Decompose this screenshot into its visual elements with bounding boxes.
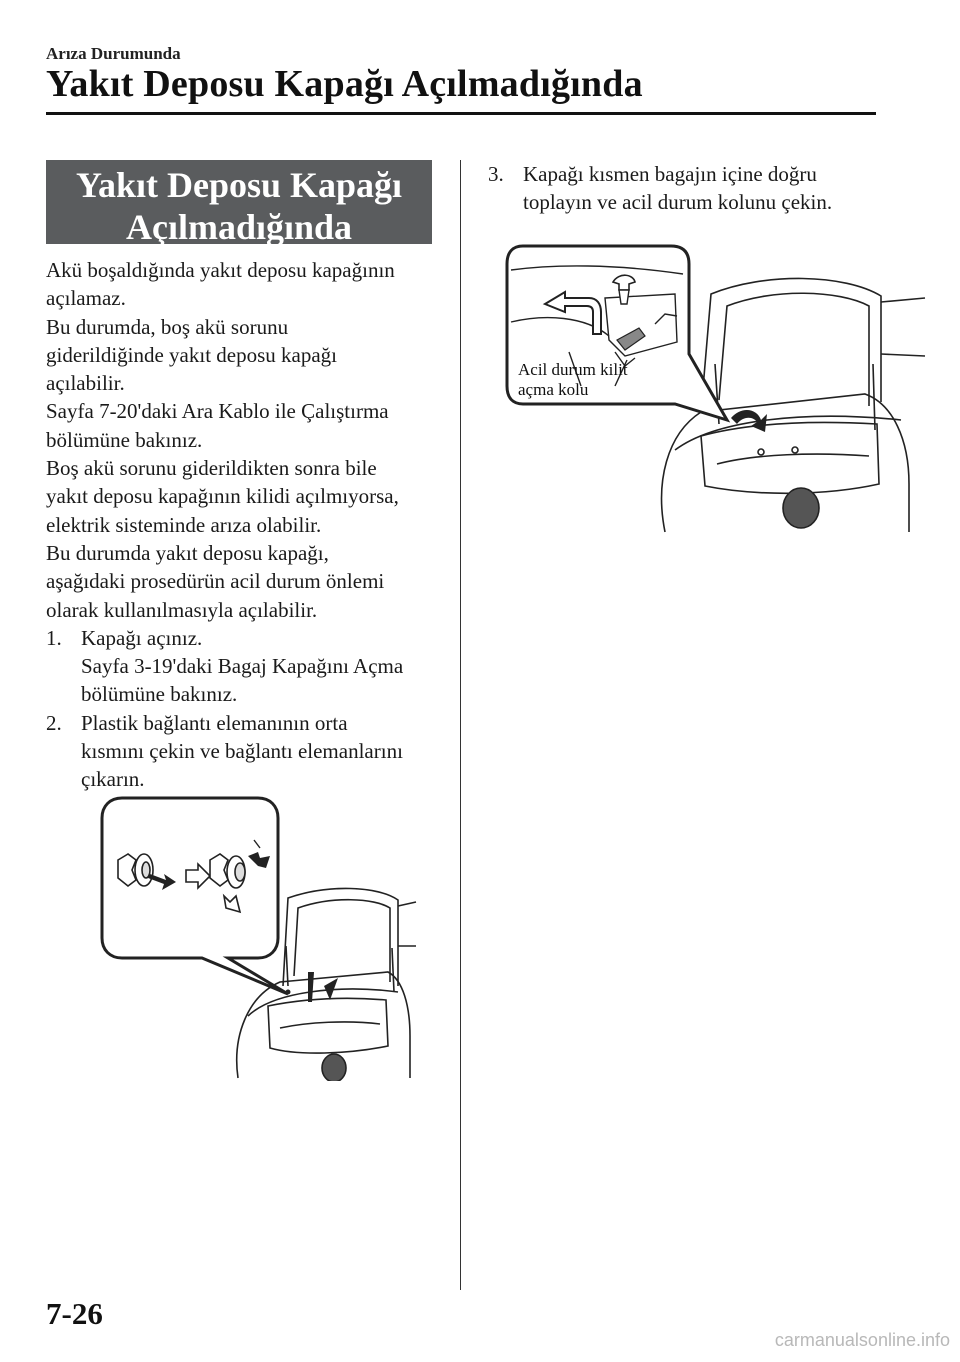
- step-number: 1.: [46, 625, 62, 650]
- body-line: olarak kullanılmasıyla açılabilir.: [46, 597, 318, 622]
- column-divider: [460, 160, 461, 1290]
- body-line: yakıt deposu kapağının kilidi açılmıyorsa,: [46, 484, 399, 509]
- left-column-text: [46, 256, 446, 794]
- body-line: Akü boşaldığında yakıt deposu kapağının: [46, 258, 395, 282]
- trunk-fastener-illustration: [98, 796, 418, 1081]
- step-line: Kapağı kısmen bagajın içine doğru: [523, 162, 817, 186]
- step-number: 3.: [488, 162, 504, 186]
- body-line: giderildiğinde yakıt deposu kapağı: [46, 342, 338, 367]
- step-line: Plastik bağlantı elemanının orta: [81, 710, 348, 735]
- page-number: 7-26: [46, 1296, 103, 1331]
- step-number: 2.: [46, 710, 62, 735]
- header-section-label: Arıza Durumunda: [46, 44, 181, 63]
- step-line: bölümüne bakınız.: [81, 682, 238, 707]
- step-line: kısmını çekin ve bağlantı elemanlarını: [81, 739, 403, 764]
- page-title: Yakıt Deposu Kapağı Açılmadığında: [46, 63, 643, 105]
- section-heading-line2: Açılmadığında: [125, 207, 353, 247]
- callout-line: Acil durum kilit: [518, 360, 628, 379]
- header-rule: [46, 112, 876, 115]
- body-line: açılabilir.: [46, 371, 125, 396]
- step-2: [46, 709, 446, 794]
- step-line: çıkarın.: [81, 767, 145, 792]
- lever-callout-label: [518, 360, 628, 400]
- body-line: Bu durumda, boş akü sorunu: [46, 314, 289, 339]
- step-1: [46, 624, 446, 709]
- watermark: carmanualsonline.info: [774, 1330, 950, 1350]
- callout-line: açma kolu: [518, 380, 589, 399]
- step-line: Sayfa 3-19'daki Bagaj Kapağını Açma: [81, 654, 404, 679]
- step-line: Kapağı açınız.: [81, 625, 203, 650]
- body-line: aşağıdaki prosedürün acil durum önlemi: [46, 569, 385, 594]
- body-line: Bu durumda yakıt deposu kapağı,: [46, 540, 329, 565]
- step-3: [488, 160, 888, 217]
- section-heading-line1: Yakıt Deposu Kapağı: [75, 165, 403, 205]
- body-line: elektrik sisteminde arıza olabilir.: [46, 512, 322, 537]
- body-line: bölümüne bakınız.: [46, 427, 203, 452]
- body-line: Sayfa 7-20'daki Ara Kablo ile Çalıştırma: [46, 399, 389, 424]
- right-column-text: [488, 160, 888, 217]
- step-line: toplayın ve acil durum kolunu çekin.: [523, 190, 833, 215]
- body-line: Boş akü sorunu giderildikten sonra bile: [46, 456, 377, 481]
- body-line: açılamaz.: [46, 286, 126, 311]
- section-heading-box: [46, 160, 432, 247]
